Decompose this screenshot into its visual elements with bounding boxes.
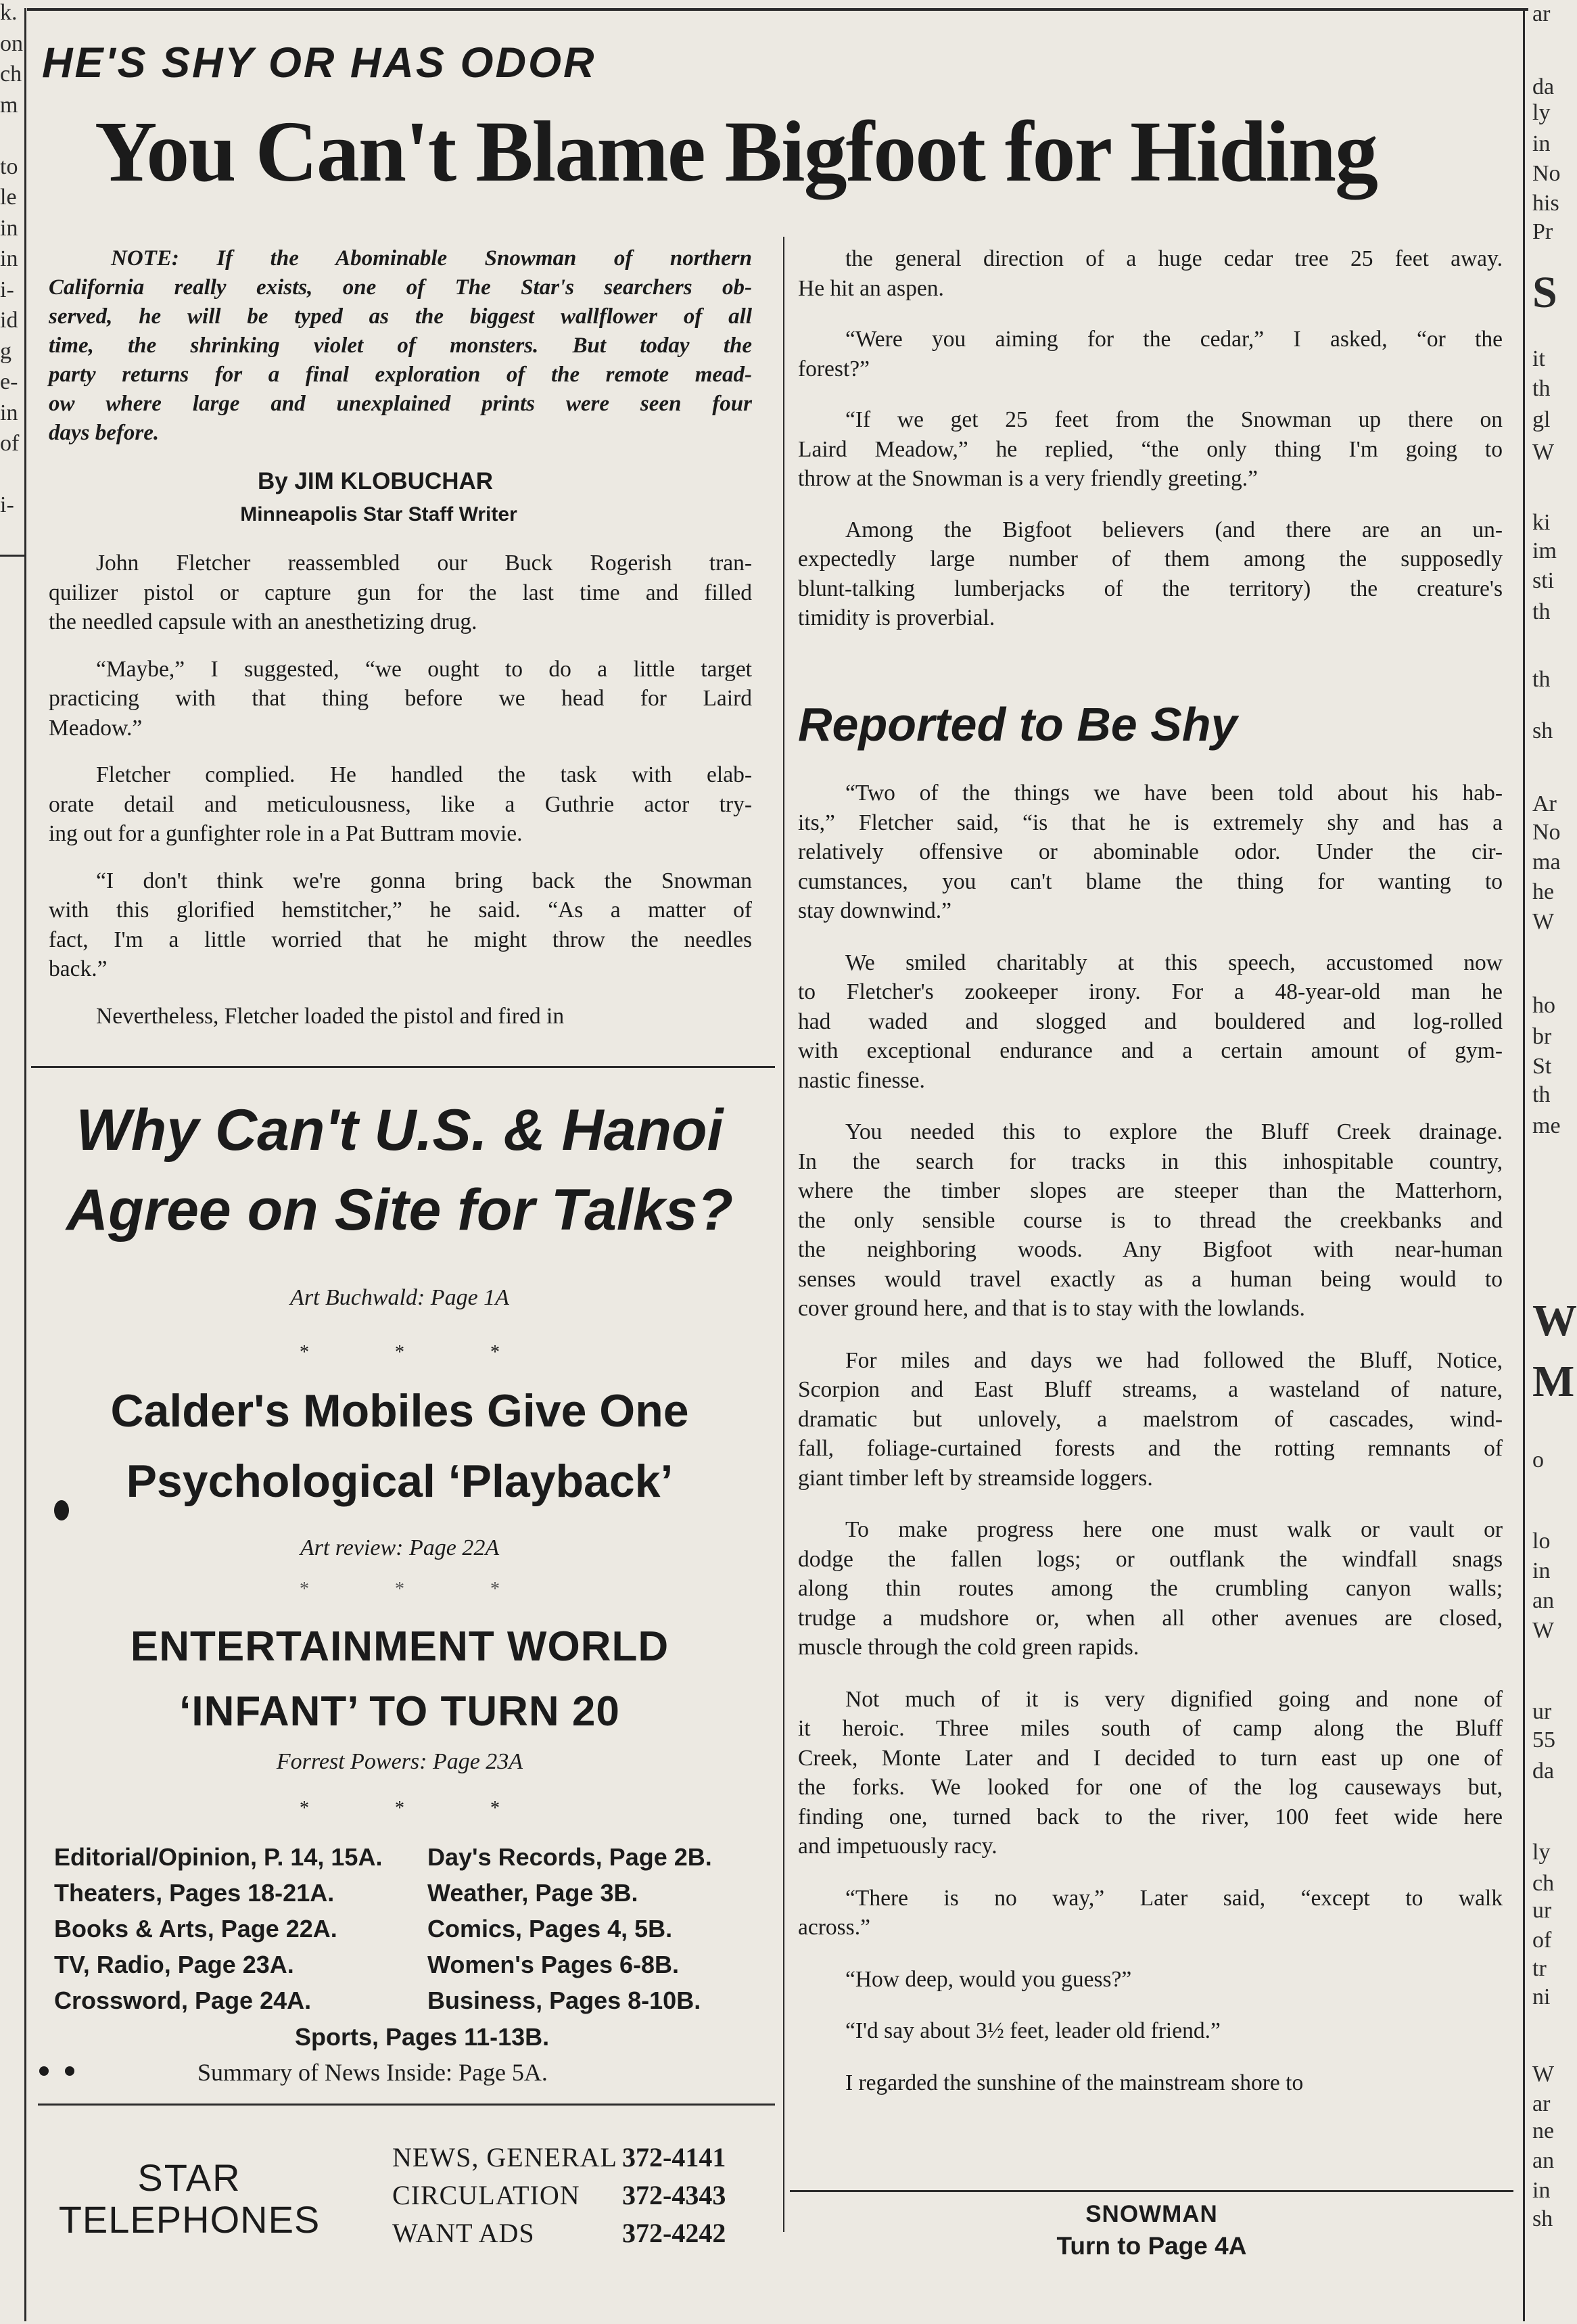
index-entry: Weather, Page 3B.: [427, 1879, 638, 1907]
left-fragment: e-: [0, 369, 18, 394]
jump-page: Turn to Page 4A: [1056, 2232, 1247, 2260]
left-fragment: ch: [0, 62, 22, 87]
promo-headline: ENTERTAINMENT WORLD: [130, 1623, 669, 1670]
promo-separator: * * *: [300, 1798, 540, 1819]
index-entry: Books & Arts, Page 22A.: [54, 1915, 337, 1943]
note-line: ow where large and unexplained prints were seen four: [49, 392, 752, 416]
right-fragment: ne: [1532, 2118, 1555, 2143]
body-line: giant timber left by streamside loggers.: [798, 1465, 1153, 1491]
body-line: practicing with that thing before we head for Laird: [49, 686, 752, 711]
body-line: its,” Fletcher said, “is that he is extremely shy and has a: [798, 810, 1503, 835]
body-line: Nevertheless, Fletcher loaded the pistol and fired in: [96, 1003, 565, 1029]
phone-number: 372-4242: [622, 2218, 726, 2248]
left-fragment: on: [0, 30, 23, 56]
promo-headline: Why Can't U.S. & Hanoi: [76, 1098, 724, 1163]
body-line: throw at the Snowman is a very friendly greeting.”: [798, 466, 1258, 491]
right-fragment: sh: [1532, 718, 1553, 743]
body-line: Creek, Monte Later and I decided to turn east up one of: [798, 1745, 1503, 1771]
body-line: trudge a mudshore or, when all other avenues are closed,: [798, 1605, 1503, 1631]
body-line: the only sensible course is to thread the creekbanks and: [798, 1207, 1503, 1233]
body-line: dodge the fallen logs; or outflank the windfall snags: [798, 1546, 1503, 1572]
right-fragment: sh: [1532, 2206, 1553, 2231]
body-line: cumstances, you can't blame the thing for wanting to: [798, 868, 1503, 894]
right-fragment: W: [1532, 2062, 1555, 2087]
right-fragment: Pr: [1532, 219, 1553, 244]
note-line: time, the shrinking violet of monsters. But today the: [49, 333, 752, 358]
right-fragment: an: [1532, 2148, 1555, 2173]
body-line: fall, foliage-curtained forests and the rotting remnants of: [798, 1436, 1503, 1461]
note-line: party returns for a final exploration of the remote mead-: [49, 363, 752, 387]
right-fragment: ly: [1532, 100, 1551, 125]
body-line: We smiled charitably at this speech, accustomed now: [845, 950, 1503, 975]
left-fragment: k.: [0, 0, 18, 25]
right-fragment: No: [1532, 820, 1561, 845]
right-fragment: da: [1532, 1759, 1555, 1784]
body-line: ing out for a gunfighter role in a Pat Buttram movie.: [49, 821, 523, 846]
right-fragment: ma: [1532, 850, 1561, 875]
note-line: served, he will be typed as the biggest wallflower of all: [49, 304, 752, 329]
right-fragment: W: [1532, 1296, 1577, 1345]
right-fragment: me: [1532, 1113, 1561, 1138]
left-fragment: m: [0, 92, 18, 118]
right-fragment: br: [1532, 1024, 1552, 1049]
note-line: California really exists, one of The Star's searchers ob-: [49, 275, 752, 300]
body-line: where the timber slopes are steeper than the Matterhorn,: [798, 1178, 1503, 1203]
body-line: Not much of it is very dignified going and none of: [845, 1686, 1503, 1712]
right-fragment: o: [1532, 1447, 1544, 1472]
body-line: “I don't think we're gonna bring back the Snowman: [96, 868, 752, 893]
phone-label: WANT ADS: [392, 2218, 535, 2248]
right-fragment: im: [1532, 538, 1557, 563]
right-fragment: ar: [1532, 2091, 1551, 2116]
body-line: “Were you aiming for the cedar,” I asked, “or the: [845, 327, 1503, 352]
body-line: senses would travel exactly as a human being would to: [798, 1266, 1503, 1292]
body-line: and impetuously racy.: [798, 1834, 997, 1859]
promo-credit: Art review: Page 22A: [300, 1535, 500, 1560]
index-entry: Theaters, Pages 18-21A.: [54, 1879, 335, 1907]
body-line: Laird Meadow,” he replied, “the only thing I'm going to: [798, 436, 1503, 462]
body-line: had waded and slogged and bouldered and log-rolled: [798, 1008, 1503, 1034]
right-column-rule: [1523, 8, 1525, 2321]
center-column-rule: [783, 237, 784, 2232]
body-line: “I'd say about 3½ feet, leader old friend.”: [845, 2018, 1221, 2043]
body-line: cover ground here, and that is to stay with the lowlands.: [798, 1296, 1305, 1321]
bullet-mark: [65, 2066, 74, 2076]
promo-separator: * * *: [300, 1579, 540, 1600]
body-line: To make progress here one must walk or vault or: [845, 1517, 1503, 1542]
body-line: forest?”: [798, 356, 870, 381]
left-fragment: to: [0, 154, 18, 179]
right-fragment: th: [1532, 599, 1551, 624]
body-line: dramatic but unlovely, a maelstrom of cascades, wind-: [798, 1406, 1503, 1432]
body-line: muscle through the cold green rapids.: [798, 1635, 1139, 1660]
body-line: Among the Bigfoot believers (and there are an un-: [845, 517, 1503, 542]
right-fragment: sti: [1532, 568, 1555, 593]
body-line: Fletcher complied. He handled the task with elab-: [96, 762, 752, 787]
byline: By JIM KLOBUCHAR: [257, 468, 494, 494]
left-fragment: of: [0, 431, 20, 456]
right-fragment: th: [1532, 376, 1551, 401]
body-line: the forks. We looked for one of the log causeways but,: [798, 1775, 1503, 1800]
promo-separator: * * *: [300, 1342, 540, 1363]
right-fragment: 55: [1532, 1727, 1555, 1752]
body-line: “Two of the things we have been told about his hab-: [845, 781, 1503, 806]
index-entry: Editorial/Opinion, P. 14, 15A.: [54, 1843, 383, 1871]
body-line: relatively offensive or abominable odor. Under the cir-: [798, 839, 1503, 864]
right-fragment: ur: [1532, 1898, 1552, 1923]
left-fragment: i-: [0, 277, 14, 302]
headline: You Can't Blame Bigfoot for Hiding: [95, 103, 1377, 200]
body-line: “If we get 25 feet from the Snowman up there on: [845, 407, 1503, 432]
right-fragment: ki: [1532, 510, 1551, 535]
byline-title: Minneapolis Star Staff Writer: [240, 503, 517, 526]
left-fragment: id: [0, 308, 18, 333]
body-line: stay downwind.”: [798, 898, 952, 923]
index-summary: Summary of News Inside: Page 5A.: [197, 2059, 548, 2086]
right-fragment: an: [1532, 1588, 1555, 1613]
right-fragment: W: [1532, 440, 1555, 465]
right-fragment: ly: [1532, 1840, 1551, 1865]
body-line: John Fletcher reassembled our Buck Rogerish tran-: [96, 551, 752, 576]
right-fragment: lo: [1532, 1529, 1551, 1554]
index-entry: Crossword, Page 24A.: [54, 1986, 312, 2014]
right-fragment: tr: [1532, 1956, 1547, 1981]
right-fragment: St: [1532, 1054, 1552, 1079]
body-line: timidity is proverbial.: [798, 605, 995, 630]
right-fragment: ch: [1532, 1871, 1555, 1896]
jump-rule: [790, 2190, 1513, 2192]
promo-headline: ‘INFANT’ TO TURN 20: [179, 1688, 620, 1735]
body-line: In the search for tracks in this inhospitable country,: [798, 1148, 1503, 1174]
body-line: back.”: [49, 956, 108, 981]
body-line: finding one, turned back to the river, 100 feet wide here: [798, 1804, 1503, 1830]
right-fragment: No: [1532, 161, 1561, 186]
promo-top-rule: [31, 1066, 775, 1068]
phone-label: NEWS, GENERAL: [392, 2142, 617, 2172]
body-line: it heroic. Three miles south of camp along the Bluff: [798, 1716, 1503, 1741]
body-line: Scorpion and East Bluff streams, a wasteland of nature,: [798, 1377, 1503, 1402]
promo-headline: Psychological ‘Playback’: [126, 1456, 674, 1507]
right-fragment: his: [1532, 191, 1559, 216]
right-fragment: it: [1532, 346, 1545, 371]
index-sports: Sports, Pages 11-13B.: [295, 2023, 550, 2051]
body-line: nastic finesse.: [798, 1067, 925, 1093]
right-fragment: ar: [1532, 1, 1551, 26]
right-fragment: th: [1532, 667, 1551, 692]
right-fragment: Ar: [1532, 791, 1557, 816]
body-line: “Maybe,” I suggested, “we ought to do a little target: [96, 656, 752, 682]
right-fragment: in: [1532, 131, 1551, 156]
right-fragment: he: [1532, 879, 1555, 904]
right-fragment: in: [1532, 1558, 1551, 1583]
body-line: I regarded the sunshine of the mainstream shore to: [845, 2070, 1304, 2095]
right-fragment: th: [1532, 1082, 1551, 1107]
body-line: with this glorified hemstitcher,” he said. “As a matter of: [49, 898, 752, 923]
left-fragment: le: [0, 185, 17, 210]
kicker: HE'S SHY OR HAS ODOR: [42, 39, 596, 87]
left-fragment: i-: [0, 492, 14, 517]
right-fragment: ho: [1532, 993, 1555, 1018]
left-fragment: in: [0, 246, 18, 271]
body-line: fact, I'm a little worried that he might throw the needles: [49, 927, 752, 952]
right-fragment: in: [1532, 2178, 1551, 2203]
body-line: to Fletcher's zookeeper irony. For a 48-year-old man he: [798, 979, 1503, 1004]
body-line: orate detail and meticulousness, like a Guthrie actor try-: [49, 791, 752, 817]
phone-number: 372-4141: [622, 2142, 726, 2172]
index-entry: Day's Records, Page 2B.: [427, 1843, 712, 1871]
bullet-mark: [39, 2066, 49, 2076]
promo-credit: Forrest Powers: Page 23A: [276, 1749, 523, 1774]
left-fragment: in: [0, 400, 18, 425]
index-entry: Comics, Pages 4, 5B.: [427, 1915, 673, 1943]
subhead: Reported to Be Shy: [798, 698, 1238, 751]
body-line: with exceptional endurance and a certain amount of gym-: [798, 1038, 1503, 1063]
right-fragment: W: [1532, 1618, 1555, 1643]
promo-headline: Calder's Mobiles Give One: [110, 1385, 689, 1437]
right-fragment: ur: [1532, 1699, 1552, 1724]
body-line: the needled capsule with an anesthetizing drug.: [49, 609, 477, 634]
body-line: the neighboring woods. Any Bigfoot with near-human: [798, 1237, 1503, 1262]
left-fragment: in: [0, 215, 18, 241]
right-fragment: ni: [1532, 1984, 1551, 2009]
right-fragment: of: [1532, 1928, 1552, 1953]
jump-label: SNOWMAN: [1085, 2201, 1218, 2227]
index-entry: TV, Radio, Page 23A.: [54, 1951, 294, 1978]
body-line: “There is no way,” Later said, “except to walk: [845, 1885, 1503, 1911]
body-line: expectedly large number of them among the supposedly: [798, 547, 1503, 572]
left-edge-short-rule: [0, 555, 24, 557]
note-line: NOTE: If the Abominable Snowman of northern: [111, 246, 752, 271]
body-line: For miles and days we had followed the Bluff, Notice,: [845, 1347, 1503, 1373]
right-fragment: W: [1532, 909, 1555, 934]
bullet-mark: [54, 1500, 69, 1520]
right-fragment: gl: [1532, 407, 1551, 432]
top-rule: [27, 8, 1528, 11]
body-line: the general direction of a huge cedar tree 25 feet away.: [845, 246, 1503, 271]
right-fragment: M: [1532, 1357, 1575, 1406]
telephones-title-2: TELEPHONES: [58, 2198, 321, 2241]
body-line: blunt-talking lumberjacks of the territory) the creature's: [798, 576, 1503, 601]
left-column-rule: [24, 8, 26, 2321]
telephones-title-1: STAR: [137, 2156, 241, 2199]
body-line: He hit an aspen.: [798, 275, 944, 301]
body-line: along thin routes among the crumbling canyon walls;: [798, 1576, 1503, 1601]
body-line: Meadow.”: [49, 715, 143, 741]
body-line: quilizer pistol or capture gun for the last time and filled: [49, 580, 752, 605]
telephones-top-rule: [38, 2104, 775, 2106]
index-entry: Business, Pages 8-10B.: [427, 1986, 701, 2014]
index-entry: Women's Pages 6-8B.: [427, 1951, 680, 1978]
promo-headline: Agree on Site for Talks?: [66, 1178, 734, 1242]
phone-number: 372-4343: [622, 2180, 726, 2210]
right-fragment: S: [1532, 268, 1557, 317]
left-fragment: g: [0, 338, 11, 364]
body-line: You needed this to explore the Bluff Creek drainage.: [845, 1119, 1503, 1144]
note-line: days before.: [49, 421, 160, 445]
body-line: “How deep, would you guess?”: [845, 1966, 1132, 1992]
right-fragment: da: [1532, 74, 1555, 99]
promo-credit: Art Buchwald: Page 1A: [290, 1285, 509, 1310]
body-line: across.”: [798, 1915, 870, 1940]
phone-label: CIRCULATION: [392, 2180, 580, 2210]
